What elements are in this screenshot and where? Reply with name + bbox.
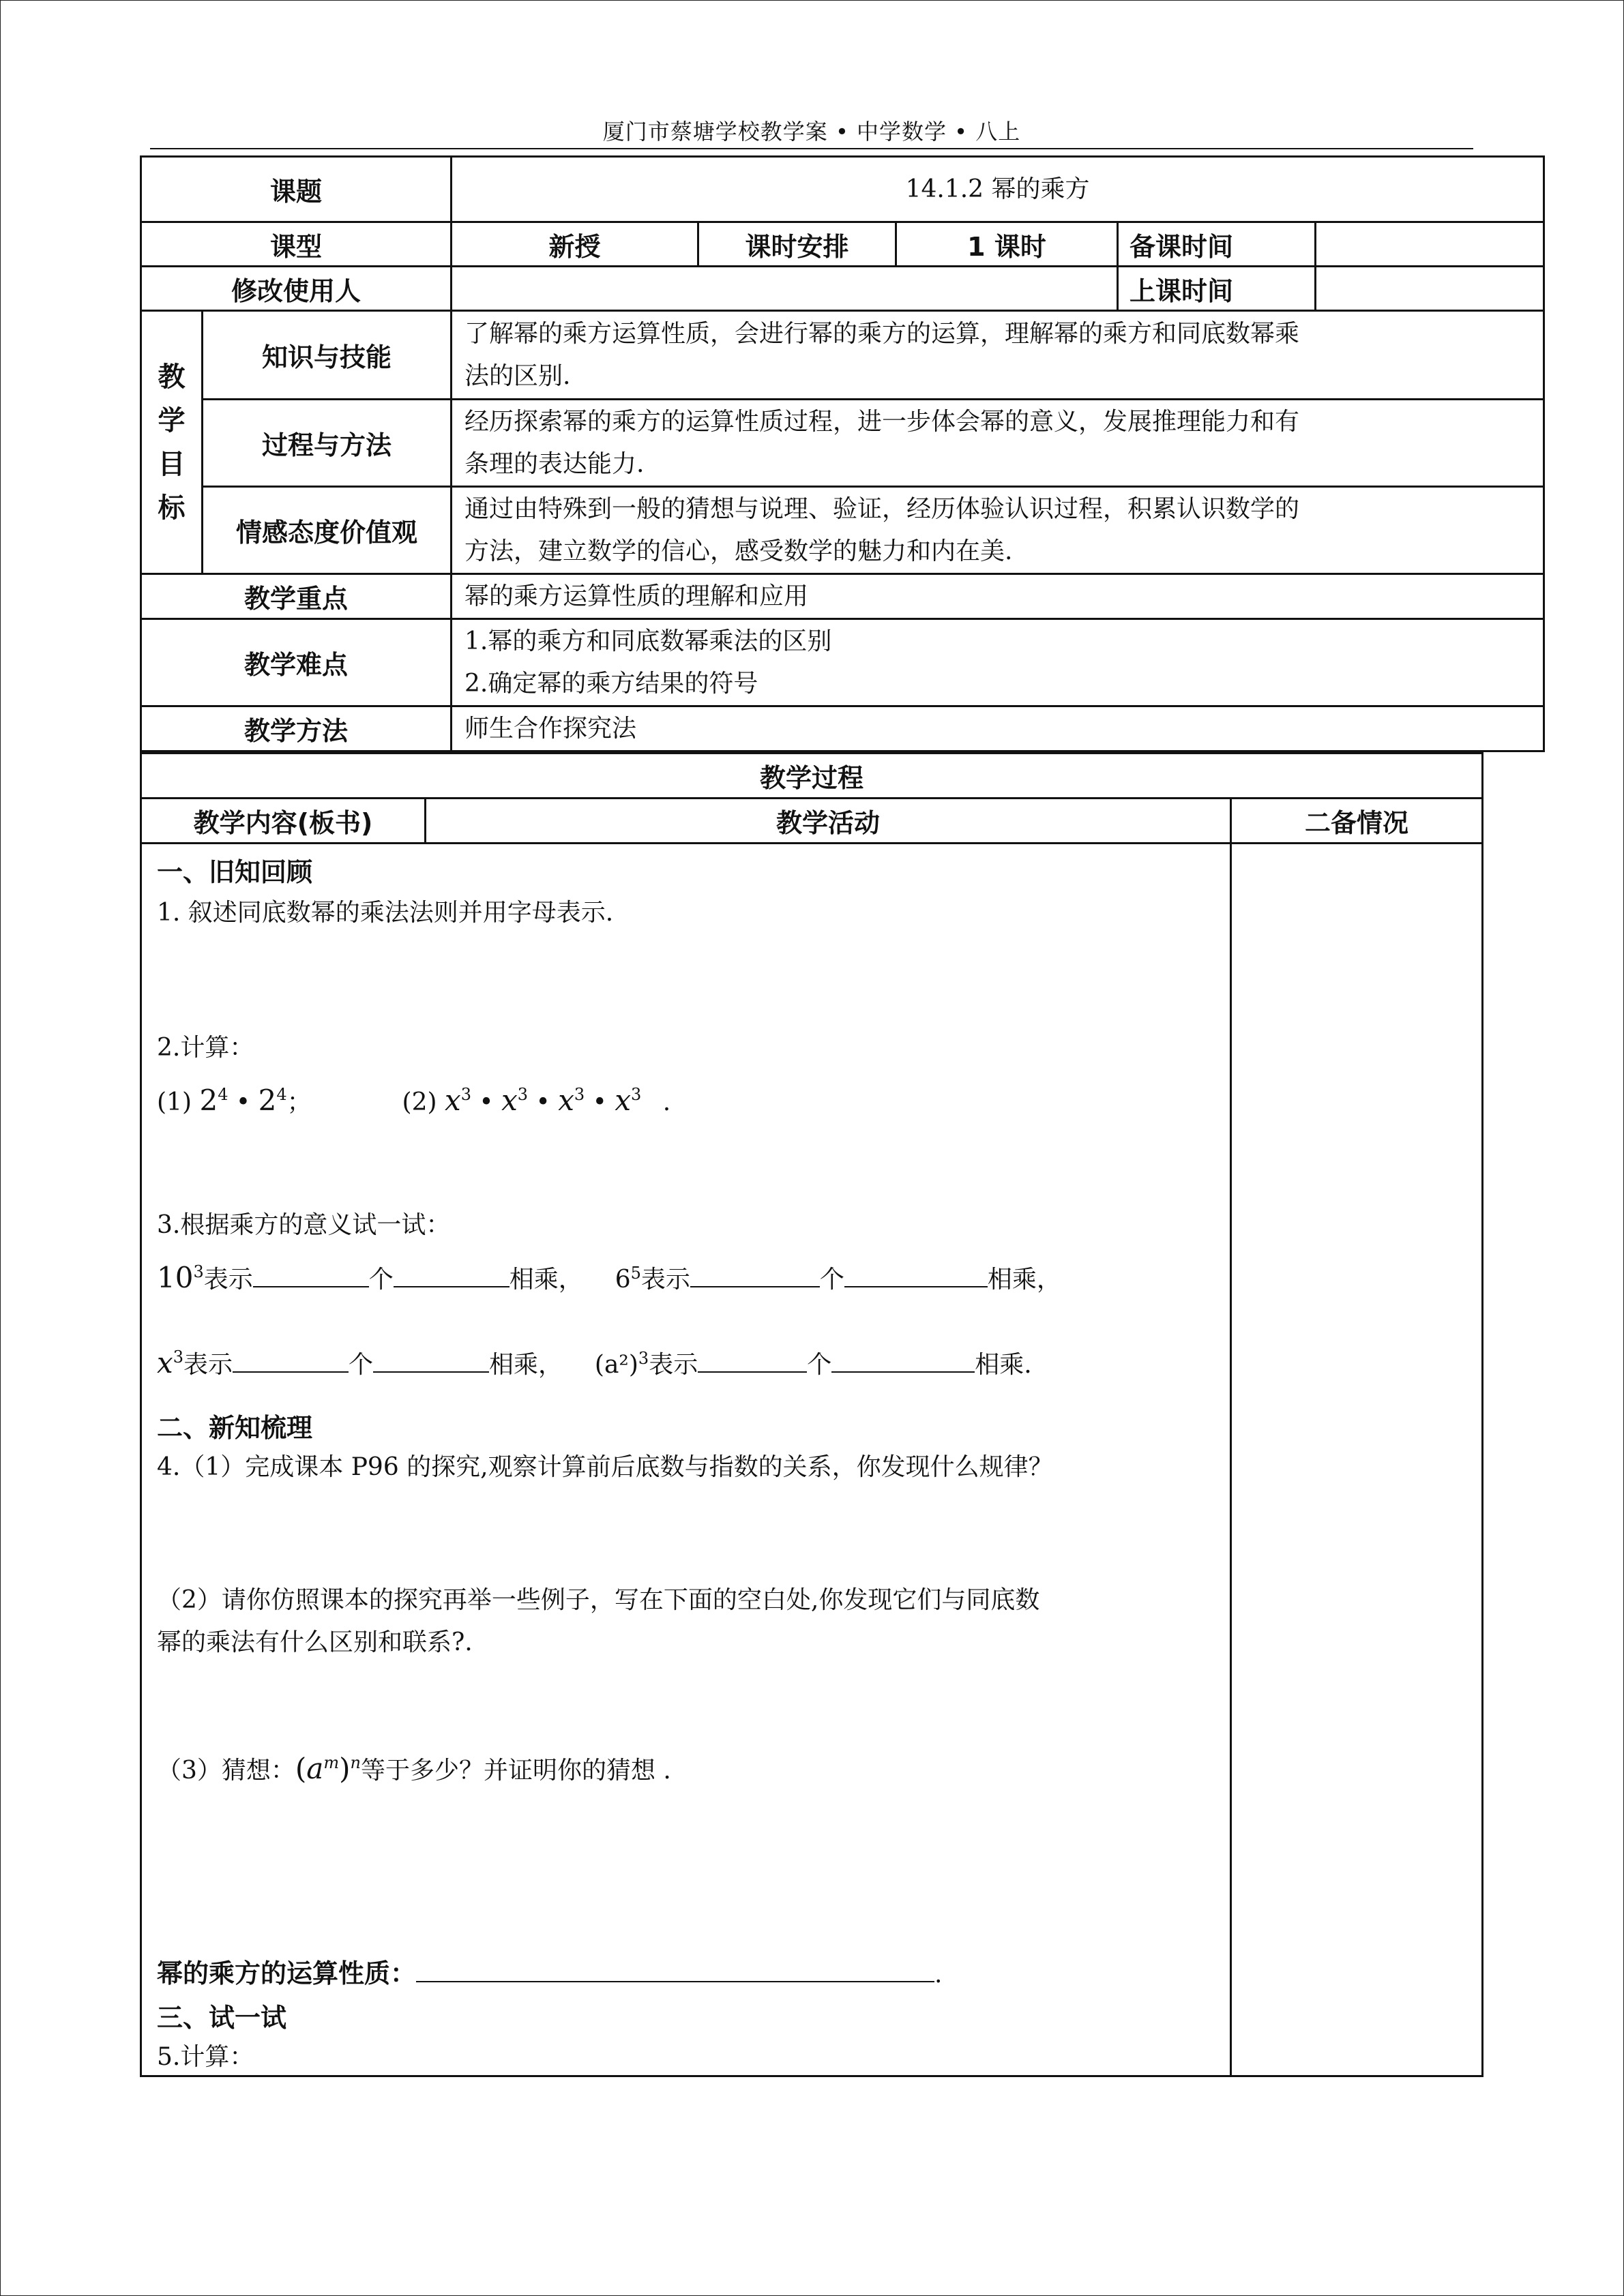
goal-knowledge-label: 知识与技能 <box>203 311 452 400</box>
q2b-exp: 3 <box>631 1085 642 1104</box>
r2-paren: (a²) <box>594 1351 638 1379</box>
q2a-exp: 4 <box>276 1085 287 1104</box>
header-rule <box>150 148 1473 149</box>
r1-base-10: 10 <box>157 1261 194 1294</box>
goal-attitude-label: 情感态度价值观 <box>203 487 452 574</box>
blank[interactable] <box>253 1263 369 1287</box>
q2a-base: 2 <box>199 1084 218 1117</box>
q2b-var: x <box>558 1084 574 1117</box>
question-4-2-line1: （2）请你仿照课本的探究再举一些例子，写在下面的空白处,你发现它们与同底数 <box>157 1586 1040 1614</box>
r2-mul: 相乘， <box>489 1351 563 1379</box>
schedule-value: 1 课时 <box>896 222 1118 267</box>
goal-process-label: 过程与方法 <box>203 400 452 487</box>
goals-label-char-1: 教 <box>158 361 186 393</box>
question-4-2-line2: 幂的乘法有什么区别和联系?. <box>157 1628 473 1656</box>
section-try-heading: 三、试一试 <box>157 2003 287 2033</box>
goal-process-text <box>452 400 1544 487</box>
q2a-term <box>199 1084 228 1117</box>
q2b-dot: • <box>479 1088 494 1116</box>
q4-3-n: n <box>350 1753 361 1772</box>
r2-ge: 个 <box>807 1351 832 1379</box>
r2-outer-exp: 3 <box>638 1349 649 1368</box>
r2-show: 表示 <box>183 1351 233 1379</box>
goal-process-line: 条理的表达能力. <box>464 449 645 478</box>
q2b-exp: 3 <box>574 1085 585 1104</box>
q2b-prefix: (2) <box>402 1088 437 1116</box>
q2b-exp: 3 <box>517 1085 529 1104</box>
q2b-term <box>558 1084 585 1117</box>
q2b-var: x <box>615 1084 632 1117</box>
r1-exp-5: 5 <box>630 1264 641 1283</box>
difficulty-value <box>452 619 1544 706</box>
r2-var: x <box>157 1346 173 1380</box>
q2b-dot: • <box>535 1088 550 1116</box>
q2b-var: x <box>501 1084 518 1117</box>
process-title: 教学过程 <box>141 754 1483 799</box>
r1-show: 表示 <box>203 1266 253 1294</box>
question-4-3 <box>157 1751 671 1786</box>
q4-3-a: a <box>306 1752 324 1785</box>
lesson-info-table <box>140 155 1545 752</box>
blank[interactable] <box>690 1263 820 1287</box>
q2a-dot: • <box>235 1088 251 1116</box>
r2-show: 表示 <box>649 1351 698 1379</box>
r1-ge: 个 <box>819 1266 844 1294</box>
schedule-label: 课时安排 <box>698 222 896 267</box>
method-label: 教学方法 <box>141 706 452 751</box>
goal-attitude-text <box>452 487 1544 574</box>
topic-label: 课题 <box>141 157 452 222</box>
q2b-term <box>501 1084 528 1117</box>
property-label: 幂的乘方的运算性质： <box>157 1958 417 1988</box>
q4-3-suffix: 等于多少？并证明你的猜想 . <box>360 1757 671 1785</box>
q2b-dot: • <box>592 1088 607 1116</box>
blank[interactable] <box>844 1263 988 1287</box>
prep-time-label: 备课时间 <box>1118 222 1316 267</box>
q4-3-prefix: （3）猜想： <box>157 1757 295 1785</box>
q2b-end: . <box>662 1088 671 1116</box>
q2a-base: 2 <box>258 1084 277 1117</box>
q2b-term <box>615 1084 641 1117</box>
question-2-expressions <box>157 1083 670 1118</box>
difficulty-line: 1.幂的乘方和同底数幂乘法的区别 <box>464 627 832 655</box>
property-end: . <box>934 1960 943 1988</box>
q4-3-expr: $(a^m)^n$ <box>295 1752 361 1785</box>
question-3: 3.根据乘方的意义试一试： <box>157 1211 451 1239</box>
question-5: 5.计算： <box>157 2043 254 2071</box>
blank[interactable] <box>831 1348 975 1373</box>
col-activity-header: 教学活动 <box>426 799 1231 844</box>
fill-row-2 <box>157 1345 1032 1380</box>
question-4-1: 4.（1）完成课本 P96 的探究,观察计算前后底数与指数的关系，你发现什么规律？ <box>157 1453 1053 1481</box>
method-value: 师生合作探究法 <box>452 706 1544 751</box>
type-label: 课型 <box>141 222 452 267</box>
goals-label <box>141 311 203 574</box>
page-header: 厦门市蔡塘学校教学案 • 中学数学 • 八上 <box>602 119 1021 145</box>
content-cell <box>141 844 1231 2076</box>
r1-power-6 <box>615 1266 641 1294</box>
section-review-heading: 一、旧知回顾 <box>157 857 313 887</box>
prep-time-value <box>1316 222 1544 267</box>
goals-label-char-4: 标 <box>158 492 186 524</box>
fill-row-1 <box>157 1260 1061 1295</box>
r1-ge: 个 <box>368 1266 394 1294</box>
q2a-term <box>259 1084 287 1117</box>
goal-knowledge-line: 法的区别. <box>464 361 571 390</box>
blank[interactable] <box>373 1348 489 1373</box>
r1-exp-3: 3 <box>193 1262 204 1281</box>
q2a-exp: 4 <box>218 1085 228 1104</box>
r2-end: 相乘. <box>975 1351 1032 1379</box>
key-point-value: 幂的乘方运算性质的理解和应用 <box>452 574 1544 619</box>
goal-knowledge-text <box>452 311 1544 400</box>
property-blank[interactable] <box>416 1958 934 1982</box>
col-notes-header: 二备情况 <box>1231 799 1483 844</box>
r2-power-a2 <box>595 1351 649 1379</box>
r2-power-x <box>157 1346 183 1380</box>
q2b-var: x <box>445 1084 461 1117</box>
key-point-label: 教学重点 <box>141 574 452 619</box>
difficulty-label: 教学难点 <box>141 619 452 706</box>
modifier-value <box>452 267 1118 311</box>
notes-cell <box>1231 844 1483 2076</box>
r1-mul: 相乘， <box>987 1266 1061 1294</box>
goal-attitude-line: 方法，建立数学的信心，感受数学的魅力和内在美. <box>464 537 1013 565</box>
question-1: 1. 叙述同底数幂的乘法法则并用字母表示. <box>157 899 614 927</box>
goals-label-char-2: 学 <box>158 404 186 436</box>
r1-mul: 相乘， <box>509 1266 583 1294</box>
r2-exp: 3 <box>173 1347 183 1367</box>
class-time-label: 上课时间 <box>1118 267 1316 311</box>
blank[interactable] <box>233 1348 349 1373</box>
q2a-prefix: (1) <box>157 1088 192 1116</box>
lesson-content <box>142 844 1230 2075</box>
section-new-heading: 二、新知梳理 <box>157 1413 313 1443</box>
q2b-exp: 3 <box>460 1085 471 1104</box>
q2a-end: ； <box>286 1088 312 1116</box>
r1-show: 表示 <box>640 1266 690 1294</box>
modifier-label: 修改使用人 <box>141 267 452 311</box>
topic-value: 14.1.2 幂的乘方 <box>452 157 1544 222</box>
blank[interactable] <box>698 1348 807 1373</box>
teaching-process-table <box>140 752 1483 2077</box>
q2b-term <box>445 1084 471 1117</box>
goal-attitude-line: 通过由特殊到一般的猜想与说理、验证，经历体验认识过程，积累认识数学的 <box>464 494 1300 523</box>
r2-ge: 个 <box>348 1351 373 1379</box>
col-content-header: 教学内容(板书) <box>141 799 426 844</box>
blank[interactable] <box>394 1263 510 1287</box>
property-row <box>157 1952 942 1990</box>
goal-knowledge-line: 了解幂的乘方运算性质，会进行幂的乘方的运算，理解幂的乘方和同底数幂乘 <box>464 319 1300 348</box>
goals-label-char-3: 目 <box>158 448 186 480</box>
r1-power-10 <box>157 1261 204 1294</box>
question-2: 2.计算： <box>157 1034 254 1062</box>
goal-process-line: 经历探索幂的乘方的运算性质过程，进一步体会幂的意义，发展推理能力和有 <box>464 407 1300 436</box>
r1-base-6: 6 <box>615 1266 631 1294</box>
class-time-value <box>1316 267 1544 311</box>
q4-3-m: m <box>323 1753 340 1772</box>
difficulty-line: 2.确定幂的乘方结果的符号 <box>464 669 758 698</box>
type-value: 新授 <box>452 222 698 267</box>
